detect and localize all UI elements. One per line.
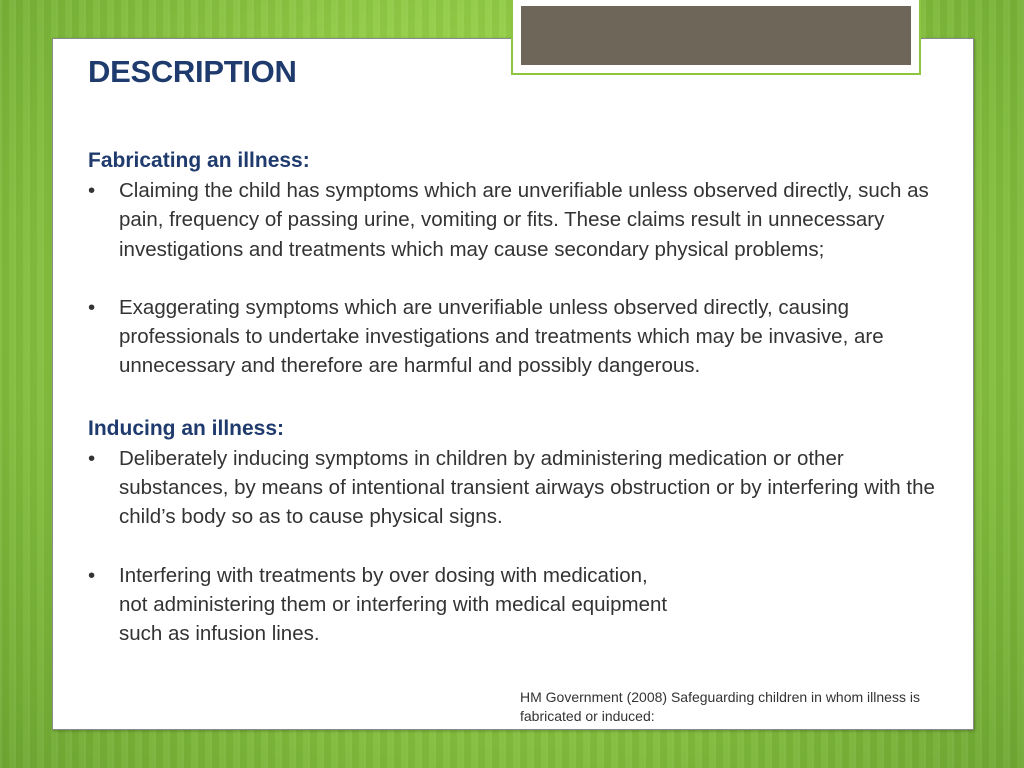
bullet-text: Exaggerating symptoms which are unverifiable unless observed directly, causing professionals to undertake investigations and treatments which may be invasive, are unnecessary and therefore are harmful and possibly dangerous. — [119, 295, 884, 378]
bullet-item — [88, 561, 679, 649]
bullet-marker: • — [88, 563, 96, 587]
bullet-text: Interfering with treatments by over dosing with medication, not administering them or interfering with medical equipment such as infusion lines. — [119, 563, 668, 646]
bullet-marker: • — [88, 179, 96, 202]
header-photo-frame — [511, 0, 921, 75]
section-heading-inducing: Inducing an illness: — [88, 416, 285, 440]
section-heading-fabricating: Fabricating an illness: — [88, 149, 310, 172]
slide-title: DESCRIPTION — [88, 54, 297, 89]
bullet-text: Deliberately inducing symptoms in children by administering medication or other substances, by means of intentional transient airways obstruction or by interfering with the child’s body so as to cause physical signs. — [119, 446, 935, 529]
citation-note: HM Government (2008) Safeguarding children in whom illness is fabricated or induced: — [520, 689, 920, 724]
bullet-item — [88, 176, 958, 264]
bullet-marker: • — [88, 446, 96, 470]
bullet-item — [88, 444, 958, 532]
header-photo — [521, 6, 911, 65]
bullet-marker: • — [88, 295, 96, 319]
slide-content — [88, 146, 958, 649]
bullet-text: Claiming the child has symptoms which are unverifiable unless observed directly, such as pain, frequency of passing urine, vomiting or fits. These claims result in unnecessary investigations and treatments which may cause secondary physical problems; — [119, 179, 929, 261]
bullet-item — [88, 293, 958, 381]
